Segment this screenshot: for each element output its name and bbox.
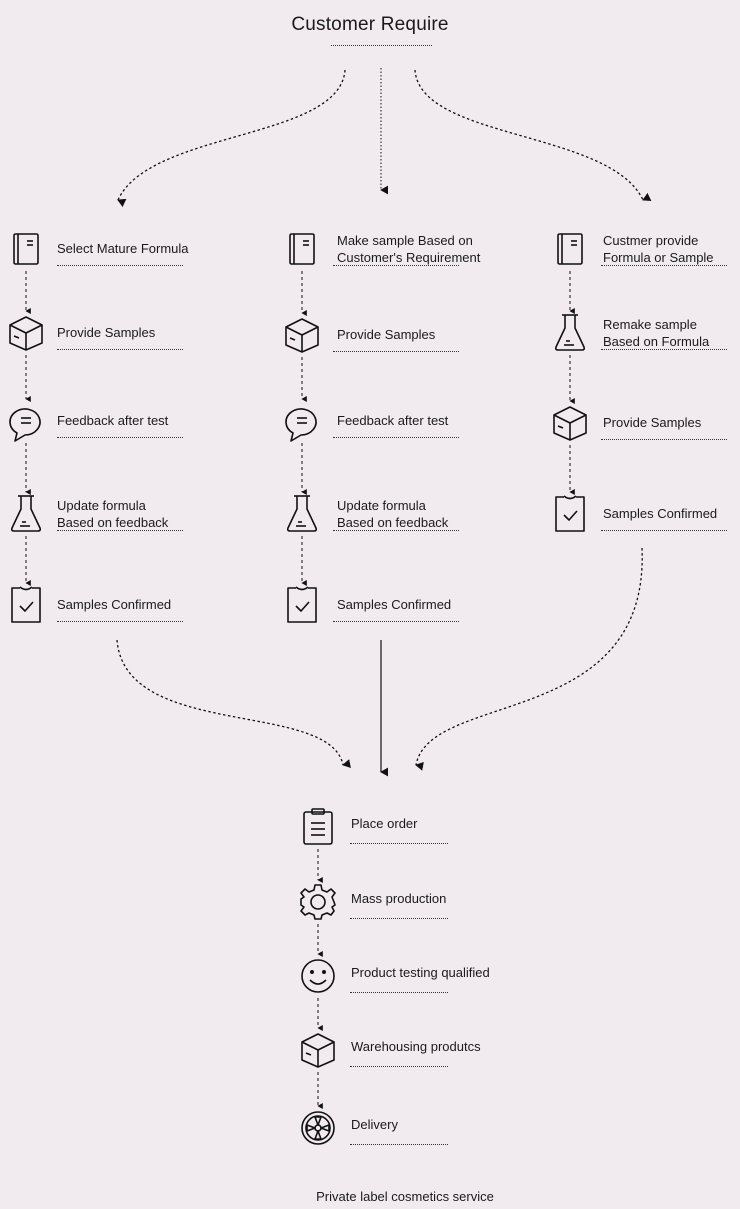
converge-arrow-left	[117, 640, 343, 765]
flask-icon	[556, 315, 585, 350]
speech-bubble-icon	[10, 409, 40, 441]
box-icon	[10, 317, 42, 350]
step-underline	[333, 265, 459, 266]
converge-arrow-right	[416, 548, 642, 765]
check-clipboard-icon	[288, 587, 316, 622]
book-icon	[558, 234, 582, 264]
box-icon	[286, 319, 318, 352]
order-list-icon	[304, 809, 332, 844]
step-label: Provide Samples	[57, 325, 156, 340]
flask-icon	[12, 496, 41, 531]
book-icon	[14, 234, 38, 264]
book-icon	[290, 234, 314, 264]
step-underline	[333, 437, 459, 438]
step-label: Provide Samples	[337, 327, 436, 342]
branch-arrow-left	[118, 70, 345, 200]
flask-icon	[288, 496, 317, 531]
check-clipboard-icon	[556, 496, 584, 531]
step-label: Product testing qualified	[351, 965, 490, 980]
step-underline	[57, 621, 183, 622]
wheel-icon	[302, 1112, 334, 1144]
step-underline	[57, 265, 183, 266]
step-label: Samples Confirmed	[603, 506, 718, 521]
gear-icon	[301, 885, 335, 919]
check-clipboard-icon	[12, 587, 40, 622]
step-label: Mass production	[351, 891, 447, 906]
speech-bubble-icon	[286, 409, 316, 441]
steps-layer	[10, 234, 586, 1144]
branch-arrow-right	[415, 70, 643, 200]
step-label: Place order	[351, 816, 418, 831]
step-label: Samples Confirmed	[57, 597, 172, 612]
step-label: Provide Samples	[603, 415, 702, 430]
diagram-title: Customer Require	[291, 14, 449, 35]
step-underline	[350, 843, 448, 844]
box-icon	[554, 407, 586, 440]
step-underline	[57, 437, 183, 438]
box-icon	[302, 1034, 334, 1067]
step-label: Update formula Based on feedback	[337, 498, 449, 530]
step-underline	[350, 992, 448, 993]
step-label: Warehousing produtcs	[351, 1039, 481, 1054]
step-label: Delivery	[351, 1117, 398, 1132]
step-underline	[333, 530, 459, 531]
step-underline	[57, 349, 183, 350]
step-label: Feedback after test	[57, 413, 169, 428]
step-underline	[601, 349, 727, 350]
step-label: Feedback after test	[337, 413, 449, 428]
step-underline	[601, 530, 727, 531]
step-label: Remake sample Based on Formula	[603, 317, 710, 349]
step-underline	[350, 1066, 448, 1067]
step-underline	[350, 918, 448, 919]
step-underline	[601, 439, 727, 440]
smiley-icon	[302, 960, 334, 992]
step-label: Custmer provide Formula or Sample	[603, 233, 714, 265]
step-label: Select Mature Formula	[57, 241, 189, 256]
step-underline	[601, 265, 727, 266]
step-label: Make sample Based on Customer's Requirement	[337, 233, 481, 265]
step-underline	[350, 1144, 448, 1145]
step-label: Samples Confirmed	[337, 597, 452, 612]
step-underline	[333, 621, 459, 622]
footer-caption: Private label cosmetics service	[316, 1189, 494, 1204]
step-underline	[333, 351, 459, 352]
step-label: Update formula Based on feedback	[57, 498, 169, 530]
step-underline	[57, 530, 183, 531]
